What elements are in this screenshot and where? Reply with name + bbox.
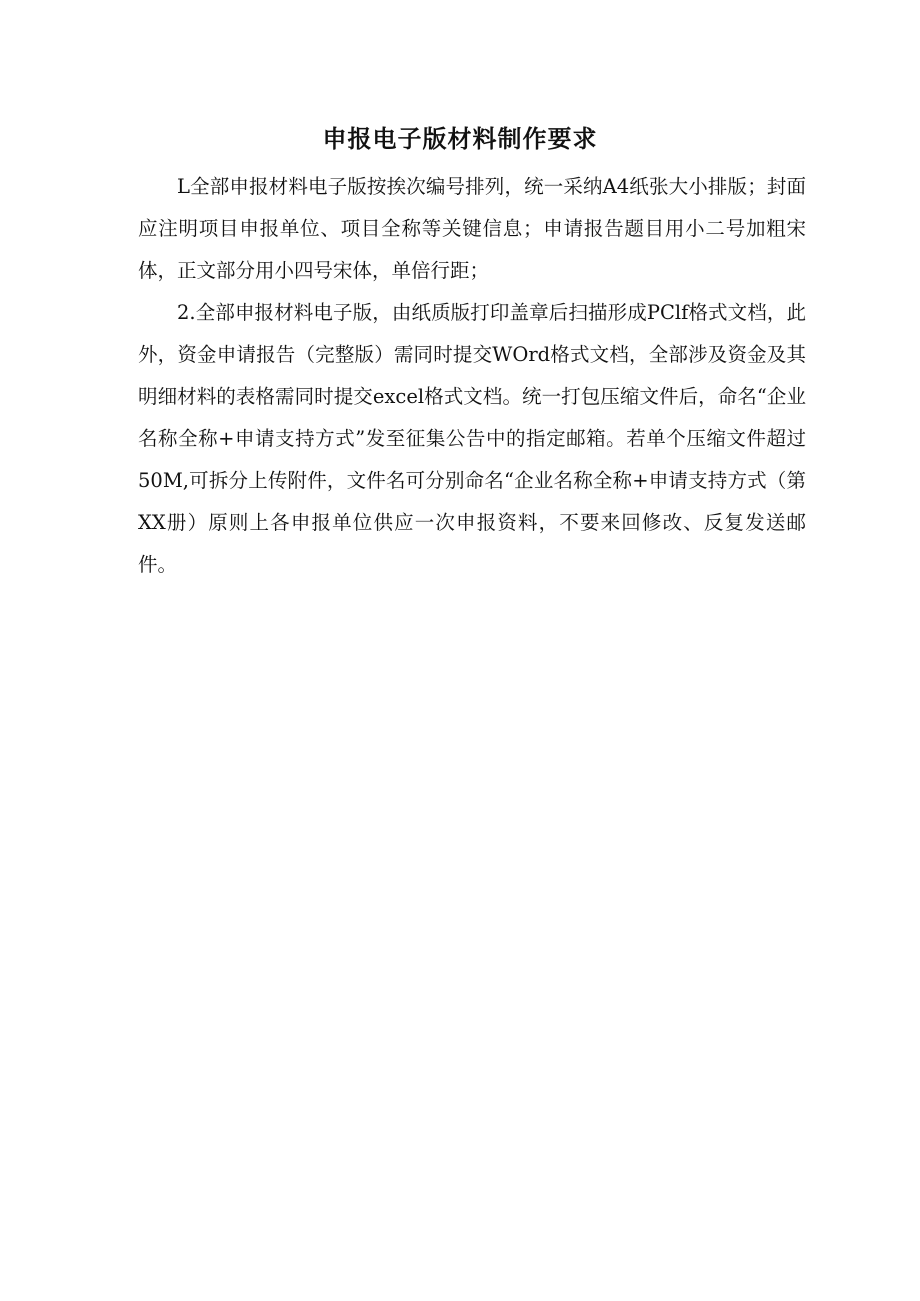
document-body (138, 166, 806, 586)
paragraph-1: L全部申报材料电子版按挨次编号排列，统一采纳A4纸张大小排版；封面应注明项目申报单位、项目全称等关键信息；申请报告题目用小二号加粗宋体，正文部分用小四号宋体，单倍行距； (138, 175, 806, 282)
paragraph-2: 2.全部申报材料电子版，由纸质版打印盖章后扫描形成PClf格式文档，此外，资金申请报告（完整版）需同时提交WOrd格式文档，全部涉及资金及其明细材料的表格需同时提交excel格式文档。统一打包压缩文件后，命名“企业名称全称+申请支持方式”发至征集公告中的指定邮箱。若单个压缩文件超过50M,可拆分上传附件，文件名可分别命名“企业名称全称+申请支持方式（第XX册）原则上各申报单位供应一次申报资料，不要来回修改、反复发送邮件。 (138, 301, 806, 576)
document-title: 申报电子版材料制作要求 (322, 125, 598, 153)
